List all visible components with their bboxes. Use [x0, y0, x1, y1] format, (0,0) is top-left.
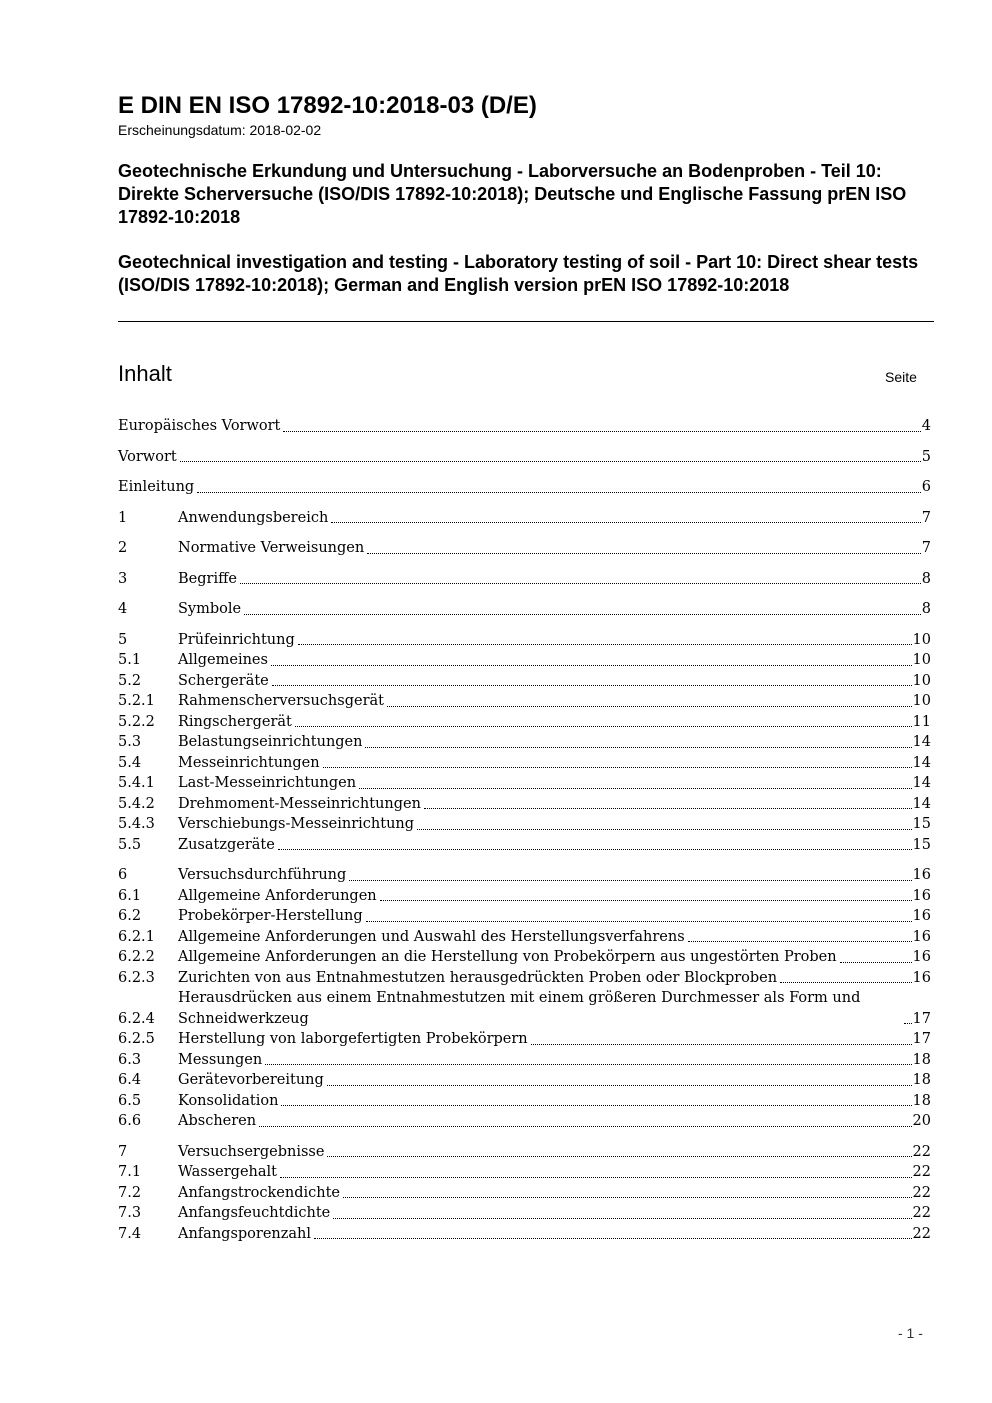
- toc-entry[interactable]: [118, 447, 931, 468]
- toc-entry[interactable]: [118, 1029, 931, 1050]
- toc-entry-page: 16: [912, 867, 931, 883]
- toc-entry[interactable]: [118, 1183, 931, 1204]
- toc-entry[interactable]: [118, 712, 931, 733]
- toc-dot-leader: [417, 829, 912, 830]
- toc-dot-leader: [197, 492, 921, 493]
- toc-dot-leader: [840, 962, 912, 963]
- toc-entry-number: 5.4.2: [118, 795, 155, 812]
- toc-entry[interactable]: [118, 886, 931, 907]
- toc-entry-number: 5.2.2: [118, 713, 155, 730]
- toc-entry-title: Drehmoment-Messeinrichtungen: [178, 795, 421, 812]
- toc-entry-page: 7: [921, 509, 931, 526]
- toc-entry-number: 5.1: [118, 652, 142, 668]
- toc-entry[interactable]: [118, 477, 931, 498]
- toc-entry-number: 7.3: [118, 1205, 142, 1221]
- toc-entry-page: 22: [912, 1205, 931, 1221]
- toc-entry-title: Messeinrichtungen: [178, 754, 320, 771]
- toc-dot-leader: [323, 767, 912, 768]
- toc-dot-leader: [333, 1218, 911, 1219]
- toc-entry-title: Begriffe: [178, 570, 237, 587]
- toc-dot-leader: [327, 1085, 912, 1086]
- toc-dot-leader: [281, 1105, 911, 1106]
- toc-entry-title: Versuchsdurchführung: [178, 867, 347, 883]
- toc-entry-page: 14: [912, 795, 931, 812]
- toc-entry-page: 10: [912, 693, 931, 709]
- toc-entry-page: 18: [912, 1072, 931, 1088]
- toc-heading: Inhalt: [118, 361, 172, 386]
- toc-dot-leader: [904, 1023, 912, 1024]
- title-german: Geotechnische Erkundung und Untersuchung - Laborversuche an Bodenproben - Teil 10: Direkte Scherversuche (ISO/DIS 17892-10:2018); Deutsche und Englische Fassung prEN ISO 17892-10:2018: [118, 161, 907, 227]
- toc-dot-leader: [380, 900, 912, 901]
- toc-entry[interactable]: [118, 835, 931, 856]
- toc-entry[interactable]: [118, 865, 931, 886]
- toc-entry-page: 10: [912, 652, 931, 668]
- toc-entry-page: 14: [912, 734, 931, 750]
- toc-entry-page: 18: [912, 1092, 931, 1109]
- toc-entry[interactable]: [118, 538, 931, 559]
- toc-dot-leader: [780, 982, 911, 983]
- toc-entry-page: 22: [912, 1143, 931, 1160]
- toc-page-column-label: Seite: [885, 369, 917, 385]
- toc-dot-leader: [424, 808, 912, 809]
- toc-entry-number: 7: [118, 1143, 128, 1160]
- toc-entry-number: 6.5: [118, 1092, 142, 1109]
- toc-entry[interactable]: [118, 947, 931, 968]
- toc-entry-page: 15: [912, 836, 931, 853]
- toc-entry[interactable]: [118, 599, 931, 620]
- toc-entry-page: 8: [921, 570, 931, 587]
- toc-entry[interactable]: [118, 671, 931, 692]
- toc-entry-title: Symbole: [178, 601, 242, 617]
- toc-entry-title: Einleitung: [118, 479, 195, 495]
- toc-entry-title: Gerätevorbereitung: [178, 1072, 324, 1088]
- toc-entry[interactable]: [118, 732, 931, 753]
- toc-dot-leader: [265, 1064, 911, 1065]
- toc-entry-title: Herstellung von laborgefertigten Probekörpern: [178, 1031, 528, 1047]
- toc-entry[interactable]: [118, 1203, 931, 1224]
- toc-entry-title: Ringschergerät: [178, 713, 292, 730]
- toc-entry-title: Allgemeine Anforderungen an die Herstellung von Probekörpern aus ungestörten Proben: [178, 949, 837, 965]
- toc-entry-number: 6.2.3: [118, 969, 155, 986]
- toc-entry-number: 5.5: [118, 836, 142, 853]
- toc-entry-number: 6.2.1: [118, 928, 155, 945]
- toc-entry-page: 7: [921, 540, 931, 556]
- toc-dot-leader: [688, 941, 912, 942]
- toc-entry-title: Zusatzgeräte: [178, 836, 275, 853]
- toc-entry[interactable]: [118, 1224, 931, 1245]
- toc-entry-page: 6: [921, 479, 931, 495]
- toc-entry-page: 10: [912, 631, 931, 648]
- toc-dot-leader: [349, 880, 911, 881]
- toc-dot-leader: [272, 685, 912, 686]
- toc-dot-leader: [240, 583, 921, 584]
- toc-entry[interactable]: [118, 1070, 931, 1091]
- toc-entry-title: Allgemeine Anforderungen: [178, 887, 377, 904]
- toc-entry-title: Anfangsfeuchtdichte: [178, 1205, 331, 1221]
- toc-dot-leader: [180, 461, 921, 462]
- toc-dot-leader: [359, 788, 912, 789]
- toc-entry-title: Vorwort: [118, 448, 177, 465]
- toc-entry[interactable]: [118, 773, 931, 794]
- toc-dot-leader: [365, 747, 911, 748]
- toc-entry-page: 22: [912, 1184, 931, 1201]
- toc-entry-page: 5: [921, 448, 931, 465]
- toc-entry[interactable]: [118, 650, 931, 671]
- toc-entry-number: 3: [118, 570, 128, 587]
- toc-entry-title: Konsolidation: [178, 1092, 279, 1109]
- toc-entry-title: Last-Messeinrichtungen: [178, 775, 357, 791]
- toc-entry-number: 5.3: [118, 734, 142, 750]
- toc-entry-number: 6.1: [118, 887, 142, 904]
- toc-entry[interactable]: [118, 794, 931, 815]
- toc-entry-page: 15: [912, 816, 931, 832]
- toc-entry-title: Probekörper-Herstellung: [178, 908, 363, 924]
- toc-entry-page: 22: [912, 1164, 931, 1180]
- toc-entry-number: 4: [118, 601, 128, 617]
- toc-entry-title: Anfangsporenzahl: [178, 1225, 312, 1242]
- toc-dot-leader: [295, 726, 912, 727]
- toc-entry[interactable]: [118, 569, 931, 590]
- toc-entry[interactable]: [118, 968, 931, 989]
- toc-entry-title: Rahmenscherversuchsgerät: [178, 693, 384, 709]
- toc-entry-page: 17: [912, 1010, 931, 1027]
- toc-entry-page: 16: [912, 969, 931, 986]
- toc-entry-title: Messungen: [178, 1051, 263, 1068]
- toc-entry-number: 6.6: [118, 1113, 142, 1129]
- toc-entry-number: 2: [118, 540, 128, 556]
- toc-entry-title: Prüfeinrichtung: [178, 631, 295, 648]
- toc-entry-title: Anfangstrockendichte: [178, 1184, 340, 1201]
- toc-entry-title: Allgemeines: [178, 652, 268, 668]
- toc-entry-title: Belastungseinrichtungen: [178, 734, 363, 750]
- toc-dot-leader: [366, 921, 912, 922]
- toc-entry-number: 6.2.5: [118, 1031, 155, 1047]
- toc-dot-leader: [280, 1177, 912, 1178]
- toc-entry-page: 14: [912, 754, 931, 771]
- toc-entry-number: 6.3: [118, 1051, 142, 1068]
- toc-entry-number: 7.1: [118, 1164, 142, 1180]
- toc-dot-leader: [283, 431, 920, 432]
- toc-dot-leader: [387, 706, 912, 707]
- toc-entry-title: Normative Verweisungen: [178, 540, 365, 556]
- toc-entry-number: 6.4: [118, 1072, 142, 1088]
- toc-entry-number: 5.2.1: [118, 693, 155, 709]
- toc-dot-leader: [343, 1197, 912, 1198]
- toc-entry-title: Versuchsergebnisse: [178, 1143, 325, 1160]
- toc-entry[interactable]: [118, 927, 931, 948]
- toc-entry[interactable]: [118, 1142, 931, 1163]
- toc-entry-title: Europäisches Vorwort: [118, 418, 281, 434]
- toc-entry[interactable]: [118, 1050, 931, 1071]
- toc-dot-leader: [327, 1156, 911, 1157]
- toc-dot-leader: [531, 1044, 912, 1045]
- toc-entry-page: 14: [912, 775, 931, 791]
- toc-dot-leader: [259, 1126, 911, 1127]
- toc-entry-number: 7.4: [118, 1225, 142, 1242]
- toc-entry-number: 5.2: [118, 672, 142, 689]
- toc-dot-leader: [314, 1238, 912, 1239]
- toc-dot-leader: [367, 553, 921, 554]
- toc-entry-title: Zurichten von aus Entnahmestutzen herausgedrückten Proben oder Blockproben: [178, 969, 778, 986]
- toc-dot-leader: [298, 644, 912, 645]
- title-english: Geotechnical investigation and testing - Laboratory testing of soil - Part 10: Direct shear tests (ISO/DIS 17892-10:2018); German and English version prEN ISO 17892-10:2018: [118, 252, 919, 295]
- toc-entry[interactable]: [118, 988, 931, 1029]
- publication-date: Erscheinungsdatum: 2018-02-02: [118, 122, 322, 138]
- toc-entry-page: 16: [912, 887, 931, 904]
- toc-entry-page: 8: [921, 601, 931, 617]
- toc-entry-page: 11: [912, 713, 931, 730]
- toc-entry[interactable]: [118, 691, 931, 712]
- toc-entry[interactable]: [118, 753, 931, 774]
- toc-entry-number: 6: [118, 867, 128, 883]
- toc-entry-page: 17: [912, 1031, 931, 1047]
- toc-entry-title: Herausdrücken aus einem Entnahmestutzen mit einem größeren Durchmesser als Form und Schneidwerkzeug: [178, 990, 861, 1027]
- toc-entry-page: 16: [912, 949, 931, 965]
- toc-entry-number: 5.4.1: [118, 775, 155, 791]
- toc-entry-title: Wassergehalt: [178, 1164, 277, 1180]
- toc-entry-number: 6.2.2: [118, 949, 155, 965]
- toc-entry-page: 20: [912, 1113, 931, 1129]
- toc-entry-number: 6.2.4: [118, 1010, 155, 1027]
- toc-entry[interactable]: [118, 1091, 931, 1112]
- toc-entry-page: 16: [912, 928, 931, 945]
- toc-entry-number: 7.2: [118, 1184, 142, 1201]
- toc-entry-title: Anwendungsbereich: [178, 509, 329, 526]
- table-of-contents: [118, 416, 931, 1244]
- toc-entry-number: 6.2: [118, 908, 142, 924]
- toc-entry-title: Allgemeine Anforderungen und Auswahl des Herstellungsverfahrens: [178, 928, 685, 945]
- toc-entry-title: Abscheren: [178, 1113, 257, 1129]
- toc-entry-page: 22: [912, 1225, 931, 1242]
- toc-entry[interactable]: [118, 1162, 931, 1183]
- toc-entry-title: Schergeräte: [178, 672, 269, 689]
- toc-dot-leader: [278, 849, 912, 850]
- toc-entry-page: 18: [912, 1051, 931, 1068]
- toc-entry[interactable]: [118, 1111, 931, 1132]
- toc-entry[interactable]: [118, 508, 931, 529]
- toc-entry-number: 1: [118, 509, 128, 526]
- toc-entry[interactable]: [118, 630, 931, 651]
- toc-entry-number: 5: [118, 631, 128, 648]
- toc-dot-leader: [244, 614, 921, 615]
- toc-entry-title: Verschiebungs-Messeinrichtung: [178, 816, 415, 832]
- toc-entry-page: 4: [921, 418, 931, 434]
- toc-entry[interactable]: [118, 416, 931, 437]
- toc-entry-page: 10: [912, 672, 931, 689]
- toc-entry-number: 5.4: [118, 754, 142, 771]
- toc-entry-page: 16: [912, 908, 931, 924]
- toc-dot-leader: [271, 665, 912, 666]
- toc-entry[interactable]: [118, 906, 931, 927]
- page-number: - 1 -: [898, 1325, 923, 1341]
- toc-entry-number: 5.4.3: [118, 816, 155, 832]
- toc-dot-leader: [331, 522, 920, 523]
- document-title: E DIN EN ISO 17892-10:2018-03 (D/E): [118, 92, 537, 119]
- header-divider: [118, 321, 934, 322]
- toc-entry[interactable]: [118, 814, 931, 835]
